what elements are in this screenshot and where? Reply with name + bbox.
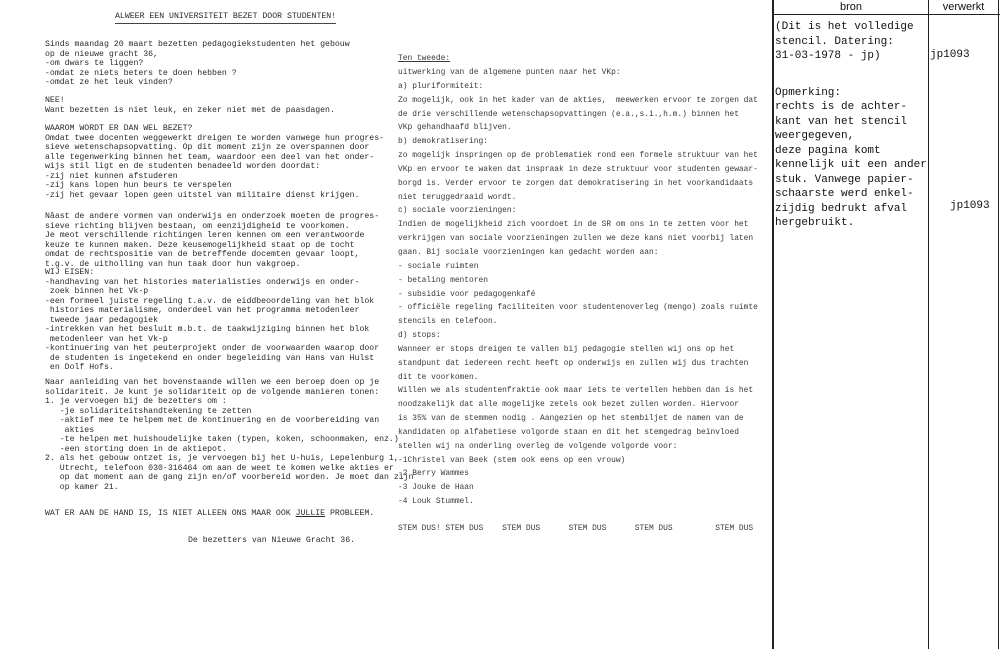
text-line: -kontinuering van het peuterprojekt onder de voorwaarden waarop door: [45, 344, 380, 354]
text-line: - betaling mentoren: [398, 275, 488, 285]
waarom-paragraph: [45, 124, 384, 200]
text-line: Willen we als studentenfraktie ook maar iets te vertellen hebben dan is het: [398, 386, 754, 396]
text-line: -aktief mee te helpem met de kontinuering en de voorbereiding van: [45, 416, 380, 426]
text-line: stencil. Datering:: [775, 35, 894, 48]
text-line: a) pluriformiteit:: [398, 81, 484, 91]
text-line: verkrijgen van sociale voorzieningen zullen we deze kans niet voorbij laten: [398, 234, 754, 244]
solidariteit-paragraph: [45, 378, 414, 493]
intro-paragraph: [45, 40, 350, 88]
text-line: -te helpen met huishoudelijke taken (typen, koken, schoonmaken, enz.): [45, 435, 399, 445]
text-line: c) sociale voorzieningen:: [398, 206, 517, 216]
text-line: Omdat twee docenten weggewerkt dreigen te worden vanwege hun progres-: [45, 133, 385, 143]
text-line: sieve wetenschapsopvatting. Op dit moment zijn ze overspannen door: [45, 143, 370, 153]
text-line: Nâast de andere vormen van onderwijs en onderzoek moeten de progres-: [45, 212, 380, 221]
text-line: -je solidariteitshandtekening te zetten: [45, 406, 252, 416]
text-line: stuk. Vanwege papier-: [775, 173, 914, 186]
text-line: NEE!: [45, 96, 65, 105]
text-line: Je meot verschillende richtingen leren kennen om een verantwoorde: [45, 231, 365, 241]
header-bron: bron: [839, 1, 863, 13]
text-line: zoek binnen het Vk-p: [45, 287, 149, 297]
text-line: weergegeven,: [775, 130, 855, 142]
text-line: -3 Jouke de Haan: [398, 483, 474, 493]
text-line: - sociale ruimten: [398, 261, 479, 271]
text-line: stellen wij na onderling overleg de volgende volgorde voor:: [398, 441, 678, 451]
text-line: Naar aanleiding van het bovenstaande willen we een beroep doen op je: [45, 378, 380, 387]
table-header-line: [772, 14, 1000, 15]
text-line: b) demokratisering:: [398, 137, 488, 147]
text-line: gaan. Bij sociale voorzieningen kan gedacht worden aan:: [398, 247, 659, 257]
table-border-right: [998, 0, 999, 649]
text-line: -intrekken van het besluit m.b.t. de taakwijziging binnen het blok: [45, 325, 370, 335]
text-line: WAAROM WORDT ER DAN WEL BEZET?: [45, 124, 193, 133]
text-line: keuze te kunnen maken. Deze keusemogelijkheid staat op de tocht: [45, 240, 355, 250]
middle-body: [398, 66, 758, 509]
naast-paragraph: [45, 212, 379, 269]
text-line: VKp en ervoor te waken dat inspraak in deze struktuur voor studenten gewaar-: [398, 164, 758, 174]
text-line: deze pagina komt: [775, 144, 881, 157]
text-line: Opmerking:: [775, 86, 842, 99]
text-line: schaarste werd enkel-: [775, 188, 914, 200]
closing-emphasis: JULLIE: [295, 509, 326, 518]
text-line: de studenten is ingetekend en onder begeleiding van Hans van Hulst: [45, 353, 375, 363]
bron-note: [775, 20, 927, 231]
text-line: kandidaten op alfabetiese volgorde staan en dit het stemgedrag beïnvloed: [398, 427, 739, 437]
text-line: - subsidie voor pedagogenkafé: [398, 289, 536, 299]
text-line: WIJ EISEN:: [45, 268, 95, 277]
verwerkt-code: jp1093: [930, 49, 970, 61]
text-line: akties: [45, 425, 95, 435]
text-line: dit te voorkomen.: [398, 372, 479, 382]
text-line: rechts is de achter-: [775, 101, 908, 113]
text-line: Wanneer er stops dreigen te vallen bij pedagogie stellen wij ons op het: [398, 344, 735, 354]
text-line: borgd is. Verder ervoor te zorgen dat demokratisering in het voorkandidaats: [398, 178, 754, 188]
text-line: niet teruggedraaid wordt.: [398, 192, 517, 202]
text-line: zo mogelijk inspringen op de problematiek rond een formele struktuur van het: [398, 151, 758, 161]
document-title: ALWEER EEN UNIVERSITEIT BEZET DOOR STUDENTEN!: [115, 12, 336, 24]
text-line: t.g.v. de uitholling van hun taak door hun vakgroep.: [45, 259, 301, 269]
text-line: kant van het stencil: [775, 115, 908, 128]
text-line: Utrecht, telefoon 030-316464 om aan de weet te komen welke akties er: [45, 463, 394, 473]
text-line: noodzakelijk dat alle mogelijke zetels ook bezet zullen worden. Hiervoor: [398, 400, 739, 410]
closing-text-end: PROBLEEM.: [325, 509, 375, 518]
closing-line: [45, 509, 374, 519]
text-line: - officiële regeling faciliteiten voor studentenoverleg (mengo) zoals ruimte: [398, 303, 758, 313]
text-line: (Dit is het volledige: [775, 21, 914, 33]
verwerkt-code: jp1093: [950, 200, 990, 212]
text-line: 1. je vervoegen bij de bezetters om :: [45, 397, 227, 407]
middle-heading: Ten tweede:: [398, 54, 451, 63]
text-line: sieve richting blijven bestaan, om eenzijdigheid te voorkomen.: [45, 221, 350, 231]
text-line: -omdat ze het leuk vinden?: [45, 78, 173, 88]
text-line: standpunt dat iedereen recht heeft op onderwijs en zullen wij dus trachten: [398, 358, 749, 368]
text-line: histories materialisme, onderdeel van het programma metodenleer: [45, 306, 360, 316]
text-line: Want bezetten is niet leuk, en zeker niet met de paasdagen.: [45, 105, 335, 115]
text-line: op de nieuwe gracht 36,: [45, 49, 159, 59]
text-line: [775, 75, 927, 86]
text-line: Indien de mogelijkheid zich voordoet in de SR om ons in te zetten voor het: [398, 220, 749, 230]
text-line: stencils en telefoon.: [398, 317, 498, 327]
text-line: Zo mogelijk, ook in het kader van de akties, meewerken ervoor te zorgen dat: [398, 95, 758, 105]
text-line: solidariteit. Je kunt je solidariteit op de volgende manieren tonen:: [45, 387, 380, 397]
text-line: metodenleer van het Vk-p: [45, 334, 168, 344]
table-border-left: [772, 0, 774, 649]
text-line: -om dwars te liggen?: [45, 59, 144, 69]
text-line: -omdat ze niets beters te doen hebben ?: [45, 68, 237, 78]
text-line: -2 Berry Wammes: [398, 469, 470, 479]
text-line: zijdig bedrukt afval: [775, 202, 908, 215]
text-line: -1Christel van Beek (stem ook eens op een vrouw): [398, 455, 626, 465]
text-line: en Dolf Hofs.: [45, 363, 114, 373]
text-line: kennelijk uit een ander: [775, 159, 927, 171]
text-line: is 35% van de stemmen nodig . Aangezien op het stembiljet de namen van de: [398, 414, 744, 424]
text-line: Sinds maandag 20 maart bezetten pedagogiekstudenten het gebouw: [45, 40, 350, 49]
table-divider: [928, 0, 929, 649]
signature: De bezetters van Nieuwe Gracht 36.: [188, 536, 356, 545]
text-line: -zij het gevaar lopen geen uitstel van militaire dienst krijgen.: [45, 190, 360, 200]
text-line: op kamer 21.: [45, 483, 119, 493]
header-verwerkt: verwerkt: [942, 1, 985, 13]
text-line: -handhaving van het histories materialisties onderwijs en onder-: [45, 277, 360, 287]
closing-text: WAT ER AAN DE HAND IS, IS NIET ALLEEN ONS MAAR OOK: [45, 509, 296, 518]
wij-eisen-paragraph: [45, 268, 379, 373]
text-line: op dat moment aan de gang zijn en/of voorbereid worden. Je moet dan zijn: [45, 473, 414, 483]
text-line: -4 Louk Stummel.: [398, 497, 474, 507]
text-line: d) stops:: [398, 331, 441, 341]
nee-paragraph: [45, 96, 335, 115]
text-line: -zij kans lopen hun beurs te verspelen: [45, 181, 232, 191]
text-line: de drie verschillende wetenschapsopvattingen (e.a.,s.i.,h.m.) binnen het: [398, 109, 739, 119]
text-line: -zij niet kunnen afstuderen: [45, 171, 178, 181]
text-line: omdat de rechtspositie van de betreffende docemten gevaar loopt,: [45, 250, 360, 260]
text-line: tweede jaar pedagogiek: [45, 315, 159, 325]
text-line: -een storting doen in de aktiepot.: [45, 444, 227, 454]
text-line: hergebruikt.: [775, 217, 855, 229]
text-line: 31-03-1978 - jp): [775, 50, 881, 62]
text-line: [775, 64, 927, 75]
text-line: 2. als het gebouw ontzet is, je vervoegen bij het U-huis, Lepelenburg 1,: [45, 454, 399, 464]
text-line: wijs stil ligt en de studenten benadeeld worden doordat:: [45, 162, 321, 172]
text-line: VKp gehandhaafd blijven.: [398, 123, 512, 133]
text-line: alle tegenwerking binnen het team, waardoor een deel van het onder-: [45, 152, 375, 162]
text-line: -een formeel juiste regeling t.a.v. de eiddbeoordeling van het blok: [45, 296, 375, 306]
stem-dus-footer: STEM DUS! STEM DUS STEM DUS STEM DUS STEM DUS STEM DUS: [398, 524, 754, 533]
text-line: uitwerking van de algemene punten naar het VKp:: [398, 68, 621, 77]
